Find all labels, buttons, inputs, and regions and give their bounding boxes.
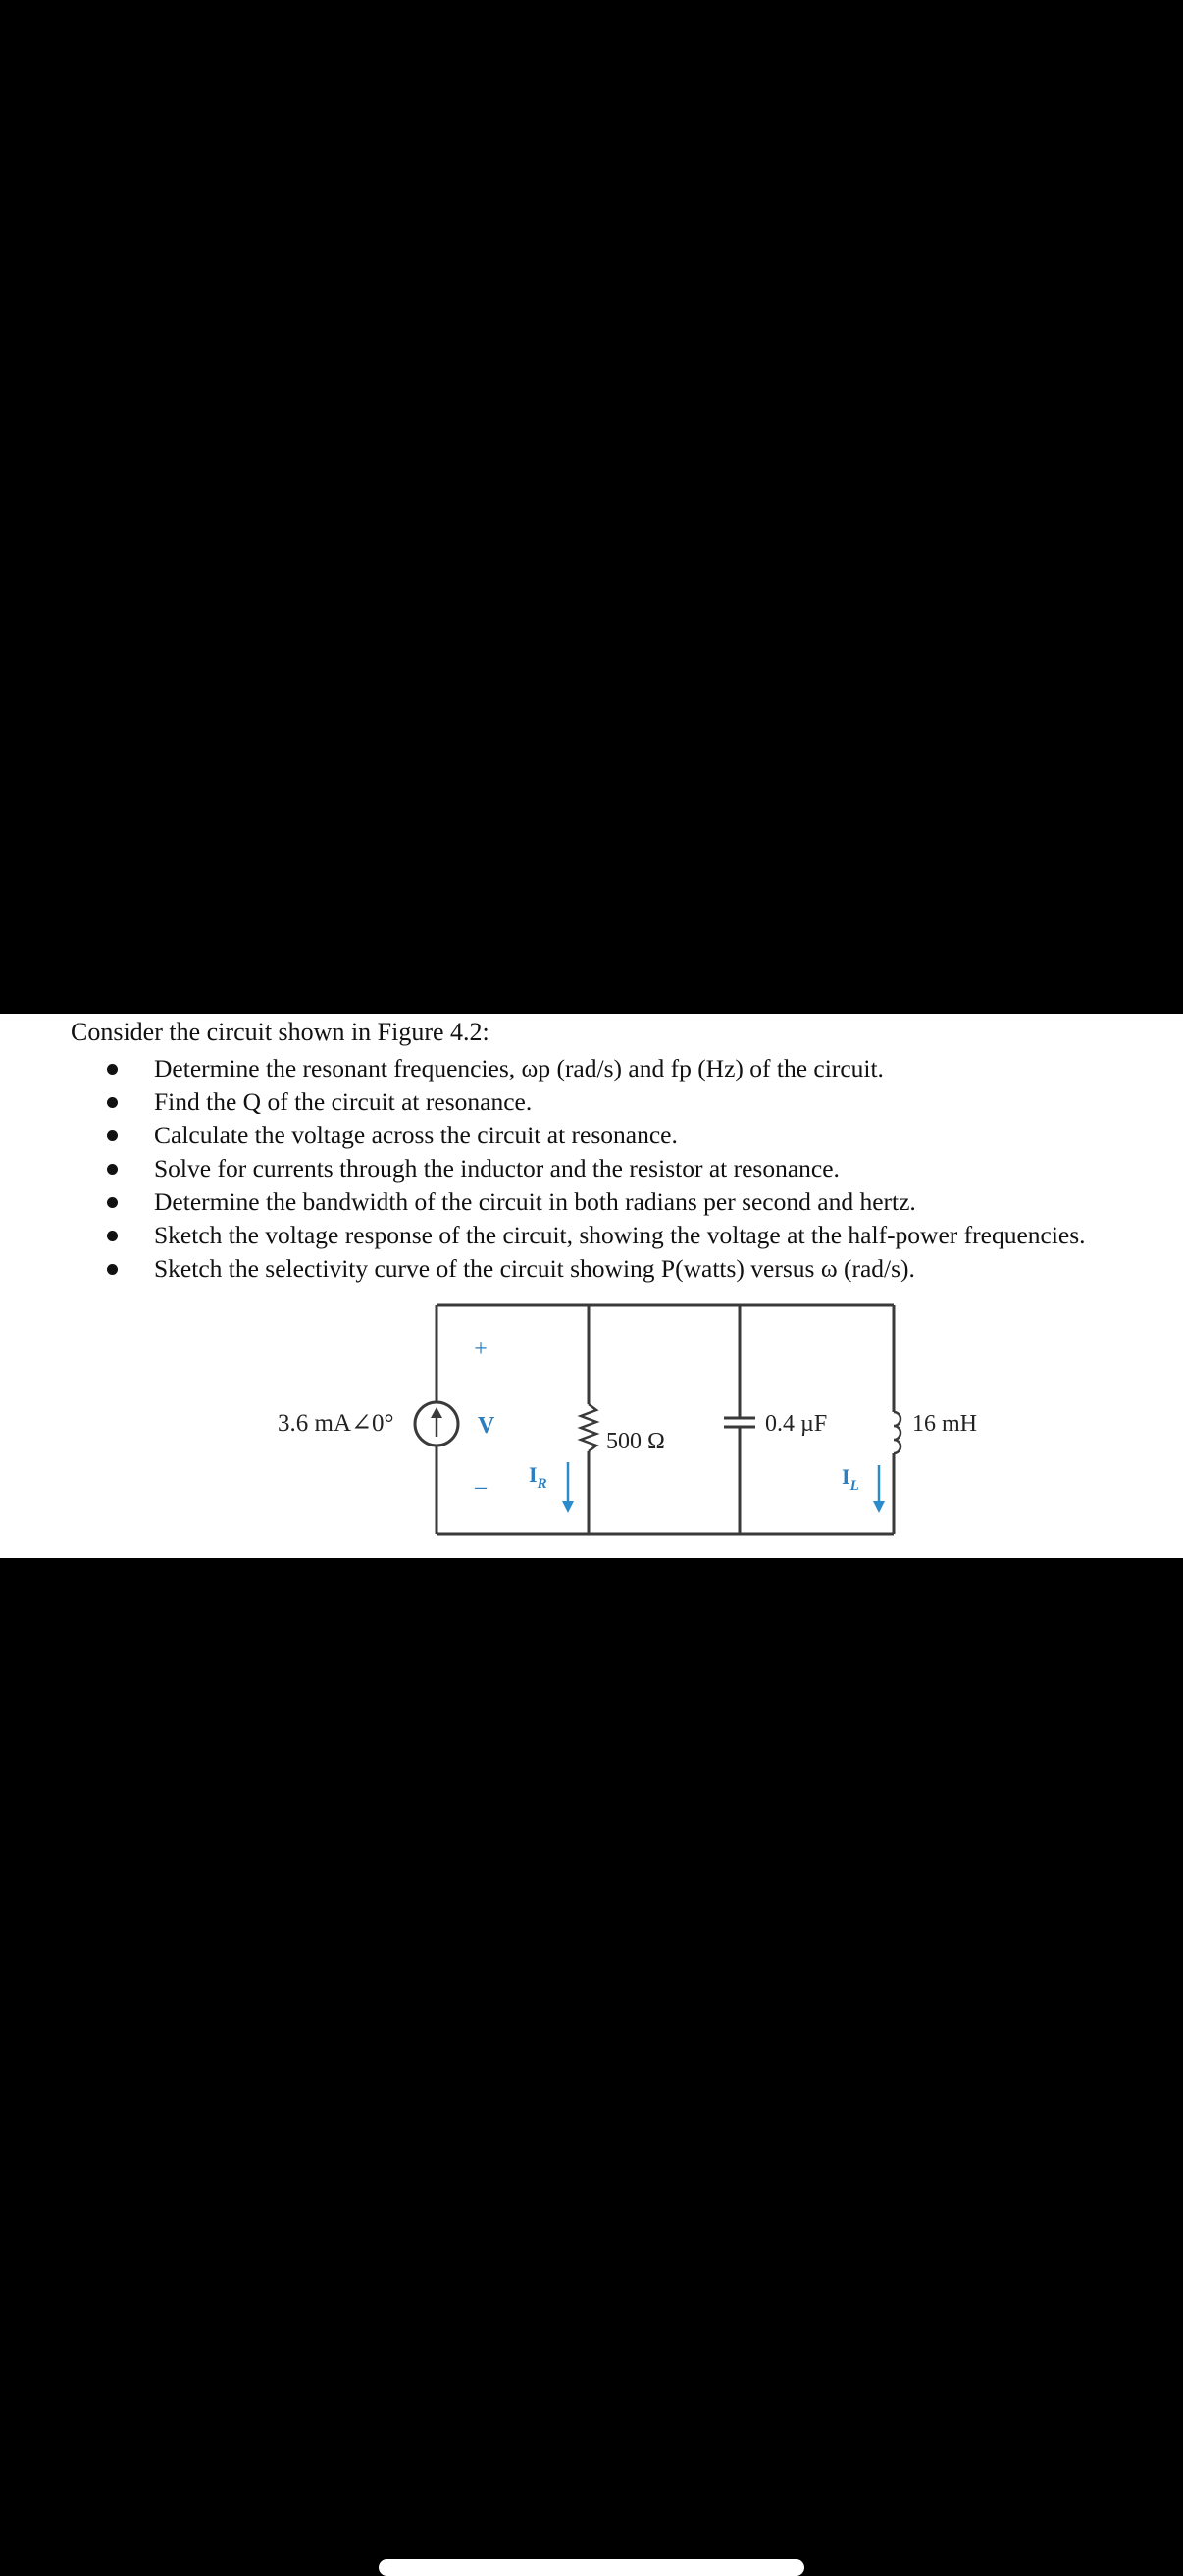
ir-label-main: I	[529, 1462, 538, 1487]
task-text: Sketch the voltage response of the circuit, showing the voltage at the half-power frequencies.	[154, 1221, 1086, 1249]
task-text: Calculate the voltage across the circuit at resonance.	[154, 1121, 678, 1149]
il-label-main: I	[842, 1464, 850, 1489]
plus-sign: +	[474, 1337, 488, 1362]
source-arrow-head-icon	[431, 1407, 442, 1418]
task-text: Solve for currents through the inductor and the resistor at resonance.	[154, 1154, 840, 1183]
voltage-label: V	[478, 1413, 495, 1439]
task-text: Find the Q of the circuit at resonance.	[154, 1087, 533, 1116]
ir-arrow-head-icon	[562, 1501, 574, 1513]
ir-label-sub: R	[537, 1476, 547, 1492]
source-label: 3.6 mA∠0°	[278, 1410, 394, 1437]
capacitor-label: 0.4 µF	[765, 1411, 828, 1437]
document-page	[0, 1014, 1183, 1558]
task-text: Determine the bandwidth of the circuit in both radians per second and hertz.	[154, 1187, 916, 1216]
inductor-coil	[894, 1412, 900, 1453]
il-label-sub: L	[849, 1478, 859, 1494]
resistor-zigzag	[581, 1404, 596, 1451]
il-arrow-head-icon	[873, 1501, 885, 1513]
task-text: Sketch the selectivity curve of the circuit showing P(watts) versus ω (rad/s).	[154, 1254, 915, 1283]
home-indicator[interactable]	[379, 2559, 804, 2576]
ir-label	[529, 1462, 547, 1492]
minus-sign: –	[475, 1474, 487, 1499]
circuit-figure	[0, 1014, 1183, 1558]
resistor-label: 500 Ω	[606, 1429, 665, 1454]
il-label	[842, 1464, 859, 1494]
intro-text: Consider the circuit shown in Figure 4.2:	[71, 1018, 489, 1046]
inductor-label: 16 mH	[912, 1411, 977, 1437]
task-text: Determine the resonant frequencies, ωp (rad/s) and fp (Hz) of the circuit.	[154, 1054, 884, 1082]
